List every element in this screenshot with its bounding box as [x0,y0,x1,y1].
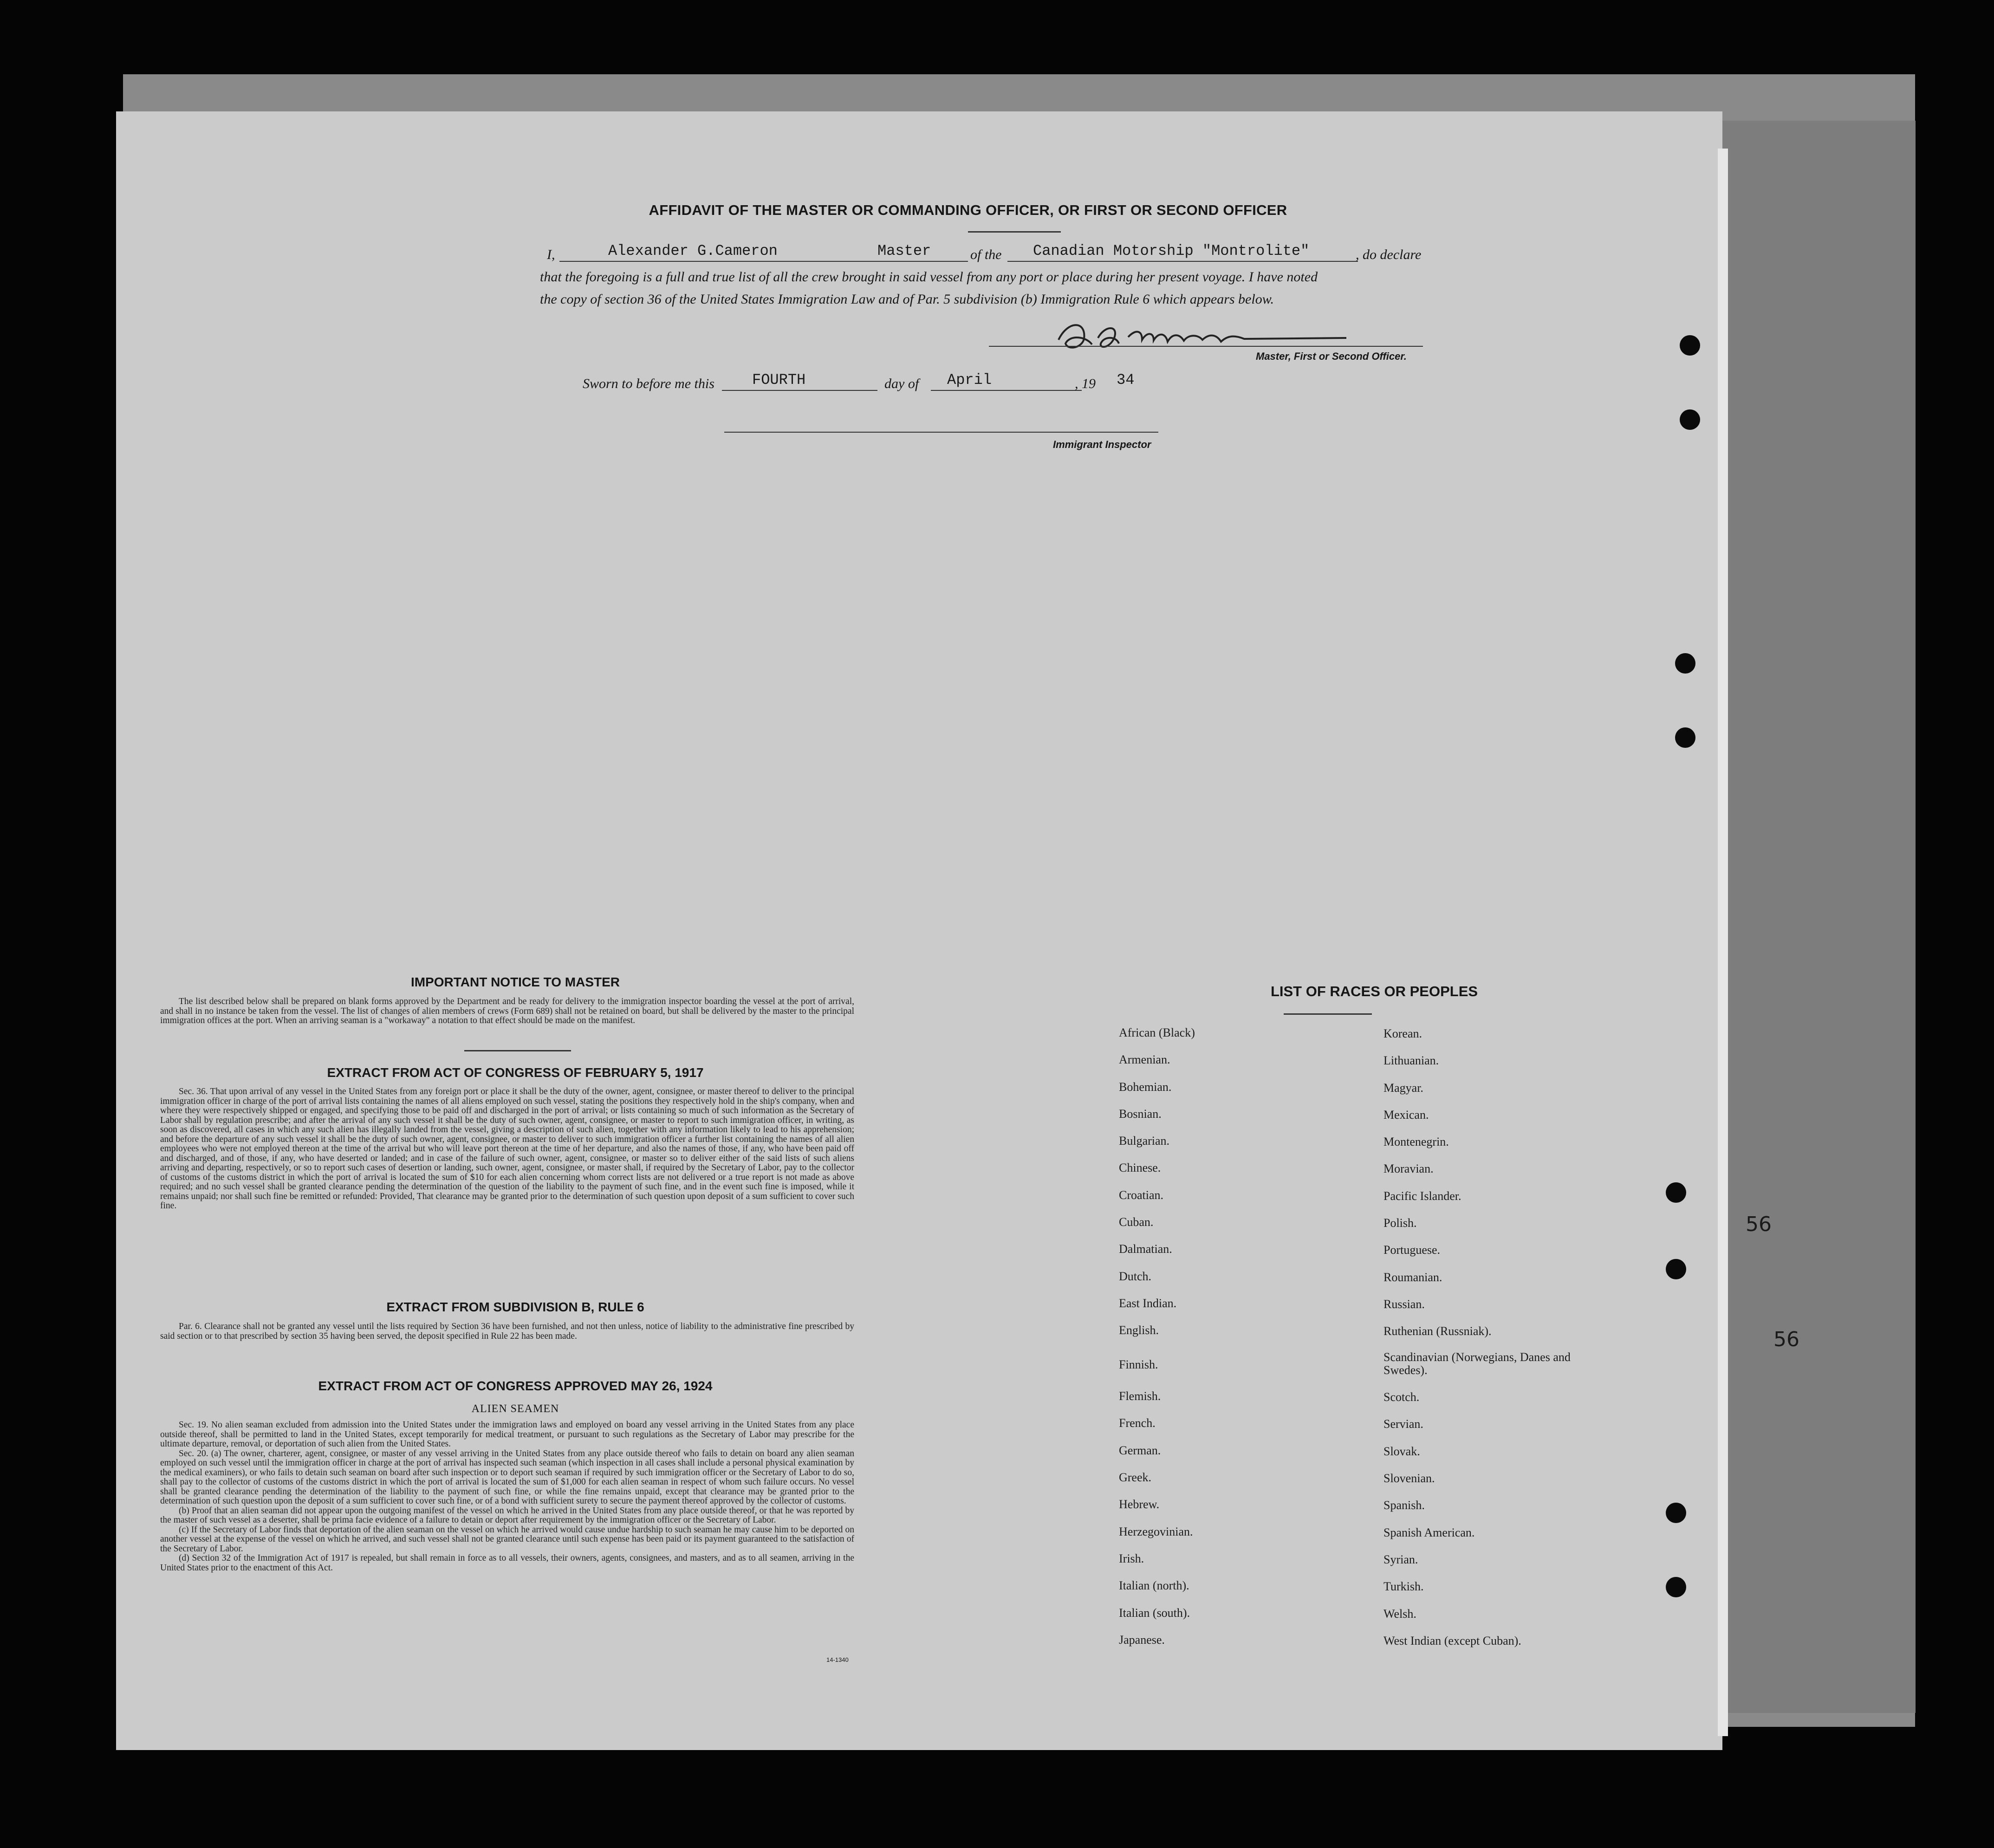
extract-1924-sec20c: (c) If the Secretary of Labor finds that deportation of the alien seaman on the vessel on which he arrived would cause undue hardship to such seaman he may cause him to be deported on another vessel at the expense of the vessel on which he arrived, and such vessel shall not be granted clearance until such expense has been paid or its payment guaranteed to the satisfaction of the Secretary of Labor. [160,1524,854,1554]
extract-1924-body [160,1420,854,1573]
race-right: Slovak. [1383,1445,1420,1458]
punch-hole [1680,335,1700,356]
affidavit-title: AFFIDAVIT OF THE MASTER OR COMMANDING OFFICER, OR FIRST OR SECOND OFFICER [649,202,1287,218]
race-right: Portuguese. [1383,1243,1441,1257]
master-rank: Master [877,242,931,259]
race-left: Dalmatian. [1119,1242,1172,1256]
race-right: Slovenian. [1383,1472,1435,1485]
affidavit-line-3: the copy of section 36 of the United States Immigration Law and of Par. 5 subdivision (b) Immigration Rule 6 which appears below. [540,292,1274,307]
race-right: Magyar. [1383,1081,1423,1095]
vessel-name: Canadian Motorship "Montrolite" [1033,242,1310,259]
race-left: Greek. [1119,1471,1152,1484]
race-right: Spanish American. [1383,1526,1475,1539]
extract-rule6-body: Par. 6. Clearance shall not be granted any vessel until the lists required by Section 36 have been furnished, and not then unless, notice of liability to the administrative fine prescribed by said section or to that prescribed by section 35 having been served, the deposit specified in Rule 22 has been made. [160,1322,854,1341]
race-right: Syrian. [1383,1553,1418,1566]
race-right: West Indian (except Cuban). [1383,1634,1521,1647]
race-right: Welsh. [1383,1607,1416,1621]
of-the-label: of the [970,247,1002,262]
extract-1924-sec19: Sec. 19. No alien seaman excluded from admission into the United States under the immigration laws and employed on board any vessel arriving in the United States from any place outside thereof, shall be permitted to land in the United States, except temporarily for medical treatment, or pursuant to such regulations as the Secretary of Labor may prescribe for the ultimate departure, removal, or deportation of such alien from the United States. [160,1420,854,1449]
punch-hole [1675,653,1695,674]
extract-1924-sec20d: (d) Section 32 of the Immigration Act of 1917 is repealed, but shall remain in force as to all vessels, their owners, agents, consignees, and masters, and as to all seamen, arriving in the United States prior to the enactment of this Act. [160,1553,854,1573]
punch-hole [1666,1182,1686,1203]
year-suffix: 34 [1117,371,1135,389]
margin-mark: 56 [1773,1328,1799,1351]
race-left: Irish. [1119,1552,1144,1565]
title-rule [968,231,1061,233]
year-prefix: , 19 [1075,376,1096,391]
do-declare-label: , do declare [1356,247,1422,262]
race-left: Italian (south). [1119,1606,1190,1620]
race-left: Croatian. [1119,1188,1164,1202]
affidavit-line-2: that the foregoing is a full and true list of all the crew brought in said vessel from any port or place during her present voyage. I have noted [540,269,1318,285]
race-left: French. [1119,1416,1156,1430]
notice-rule [464,1050,571,1051]
races-rule [1284,1013,1372,1015]
form-number: 14-1340 [826,1656,849,1663]
sworn-month: April [947,371,992,389]
extract-1917-title: EXTRACT FROM ACT OF CONGRESS OF FEBRUARY 5, 1917 [327,1065,704,1080]
extract-1924-title: EXTRACT FROM ACT OF CONGRESS APPROVED MAY 26, 1924 [318,1379,713,1393]
day-line [722,390,877,391]
extract-rule6-title: EXTRACT FROM SUBDIVISION B, RULE 6 [386,1300,644,1314]
race-left: African (Black) [1119,1026,1195,1039]
punch-hole [1675,727,1695,748]
punch-hole [1666,1259,1686,1279]
race-left: Herzegovinian. [1119,1525,1193,1538]
sworn-day: FOURTH [752,371,806,389]
race-left: Flemish. [1119,1389,1161,1403]
race-left: Dutch. [1119,1270,1152,1283]
race-right: Pacific Islander. [1383,1189,1461,1203]
sworn-label: Sworn to before me this [583,376,714,391]
race-left: Hebrew. [1119,1498,1160,1511]
race-left: Chinese. [1119,1161,1161,1174]
race-right: Korean. [1383,1027,1422,1040]
inspector-line [724,432,1158,433]
races-title: LIST OF RACES OR PEOPLES [1270,983,1478,999]
punch-hole [1666,1503,1686,1523]
race-right: Scandinavian (Norwegians, Danes and Swedes). [1383,1350,1571,1377]
race-left: Bohemian. [1119,1080,1172,1094]
race-left: East Indian. [1119,1297,1177,1310]
race-right: Mexican. [1383,1108,1429,1122]
race-right: Scotch. [1383,1390,1420,1404]
affidavit-i: I, [547,247,555,262]
race-left: Italian (north). [1119,1579,1189,1592]
notice-body: The list described below shall be prepared on blank forms approved by the Department and be ready for delivery to the immigration inspector boarding the vessel at the port of arrival, and shall in no instance be taken from the vessel. The list of changes of alien members of crews (Form 689) shall not be retained on board, but shall be delivered by the master to the principal immigration offices at the port. When an arriving seaman is a "workaway" a notation to that effect should be made on the manifest. [160,997,854,1025]
signature-caption: Master, First or Second Officer. [1256,350,1407,362]
race-left: Finnish. [1119,1358,1158,1371]
month-line [931,390,1082,391]
race-right: Polish. [1383,1216,1417,1230]
race-left: Bulgarian. [1119,1134,1170,1148]
race-left: Cuban. [1119,1215,1154,1229]
race-left: English. [1119,1323,1159,1337]
race-right: Russian. [1383,1297,1425,1311]
extract-1924-sec20a: Sec. 20. (a) The owner, charterer, agent, consignee, or master of any vessel arriving in the United States from any place outside thereof who fails to detain on board any alien seaman employed on such vessel until the immigration officer in charge at the port of arrival has inspected such seaman (which inspection in all cases shall include a personal physical examination by the medical examiners), or who fails to detain such seaman on board after such inspection or to deport such seaman if required by such immigration officer or the Secretary of Labor to do so, shall pay to the collector of customs of the customs district in which the port of arrival is located the sum of $1,000 for each alien seaman in respect of whom such failure occurs. No vessel shall be granted clearance pending the determination of the liability to the payment of such fine, or while the fine remains unpaid, except that clearance may be granted prior to the determination of such question upon the deposit of a sum sufficient to cover such fine, or of a bond with sufficient surety to secure the payment thereof approved by the collector of customs. [160,1448,854,1506]
extract-1917-body: Sec. 36. That upon arrival of any vessel in the United States from any foreign port or place it shall be the duty of the owner, agent, consignee, or master thereof to deliver to the principal immigration officer in charge of the port of arrival lists containing the names of all aliens employed on such vessel, stating the positions they respectively hold in the ship's company, when and where they were respectively shipped or engaged, and specifying those to be paid off and discharged in the port of arrival; or lists containing so much of such information as the Secretary of Labor shall by regulation prescribe; and after the arrival of any such vessel it shall be the duty of such owner, agent, consignee, or master to report to such immigration officer, in writing, as soon as discovered, all cases in which any such alien has illegally landed from the vessel, giving a description of such alien, together with any information likely to lead to his apprehension; and before the departure of any such vessel it shall be the duty of such owner, agent, consignee, or master to deliver to such immigration officer a further list containing the names of all alien employees who were not employed thereon at the time of the arrival but who will leave port thereon at the time of her departure, and also the names of those, if any, who have been paid off and discharged, and of those, if any, who have deserted or landed; and in case of the failure of such owner, agent, consignee, or master so to deliver either of the said lists of such aliens arriving and departing, respectively, or so to report such cases of desertion or landing, such owner, agent, consignee, or master shall, if required by the Secretary of Labor, pay to the collector of customs of the customs district in which the port of arrival is located the sum of $10 for each alien concerning whom correct lists are not delivered or a true report is not made as above required; and no such vessel shall be granted clearance pending the determination of the question of the liability to the payment of such fine, and in the event such fine is imposed, while it remains unpaid; nor shall such fine be remitted or refunded: Provided, That clearance may be granted prior to the determination of such question upon deposit of a sum sufficient to cover such fine. [160,1087,854,1211]
race-right: Spanish. [1383,1498,1425,1512]
race-right: Lithuanian. [1383,1054,1439,1067]
race-left: German. [1119,1444,1161,1457]
extract-1924-sec20b: (b) Proof that an alien seaman did not appear upon the outgoing manifest of the vessel on which he arrived in the United States from any place outside thereof, or that he was reported by the master of such vessel as a deserter, shall be prima facie evidence of a failure to detain or deport after requirement by the immigration officer or the Secretary of Labor. [160,1505,854,1525]
notice-title: IMPORTANT NOTICE TO MASTER [410,975,620,989]
punch-hole [1666,1577,1686,1597]
race-left: Japanese. [1119,1633,1165,1647]
name-line [559,261,968,262]
race-right: Moravian. [1383,1162,1434,1175]
master-name: Alexander G.Cameron [608,242,778,259]
race-right: Roumanian. [1383,1271,1442,1284]
signature-line [989,346,1423,347]
page-edge [1718,149,1728,1736]
day-of-label: day of [884,376,919,391]
race-right: Servian. [1383,1417,1423,1431]
vessel-line [1007,261,1358,262]
race-right: Ruthenian (Russniak). [1383,1324,1492,1338]
alien-seamen-subtitle: ALIEN SEAMEN [471,1403,559,1415]
race-left: Armenian. [1119,1053,1170,1066]
race-left: Bosnian. [1119,1107,1162,1121]
punch-hole [1680,409,1700,430]
race-right: Turkish. [1383,1580,1424,1593]
race-right: Montenegrin. [1383,1135,1449,1148]
margin-mark: 56 [1746,1213,1772,1236]
inspector-caption: Immigrant Inspector [1053,439,1151,450]
